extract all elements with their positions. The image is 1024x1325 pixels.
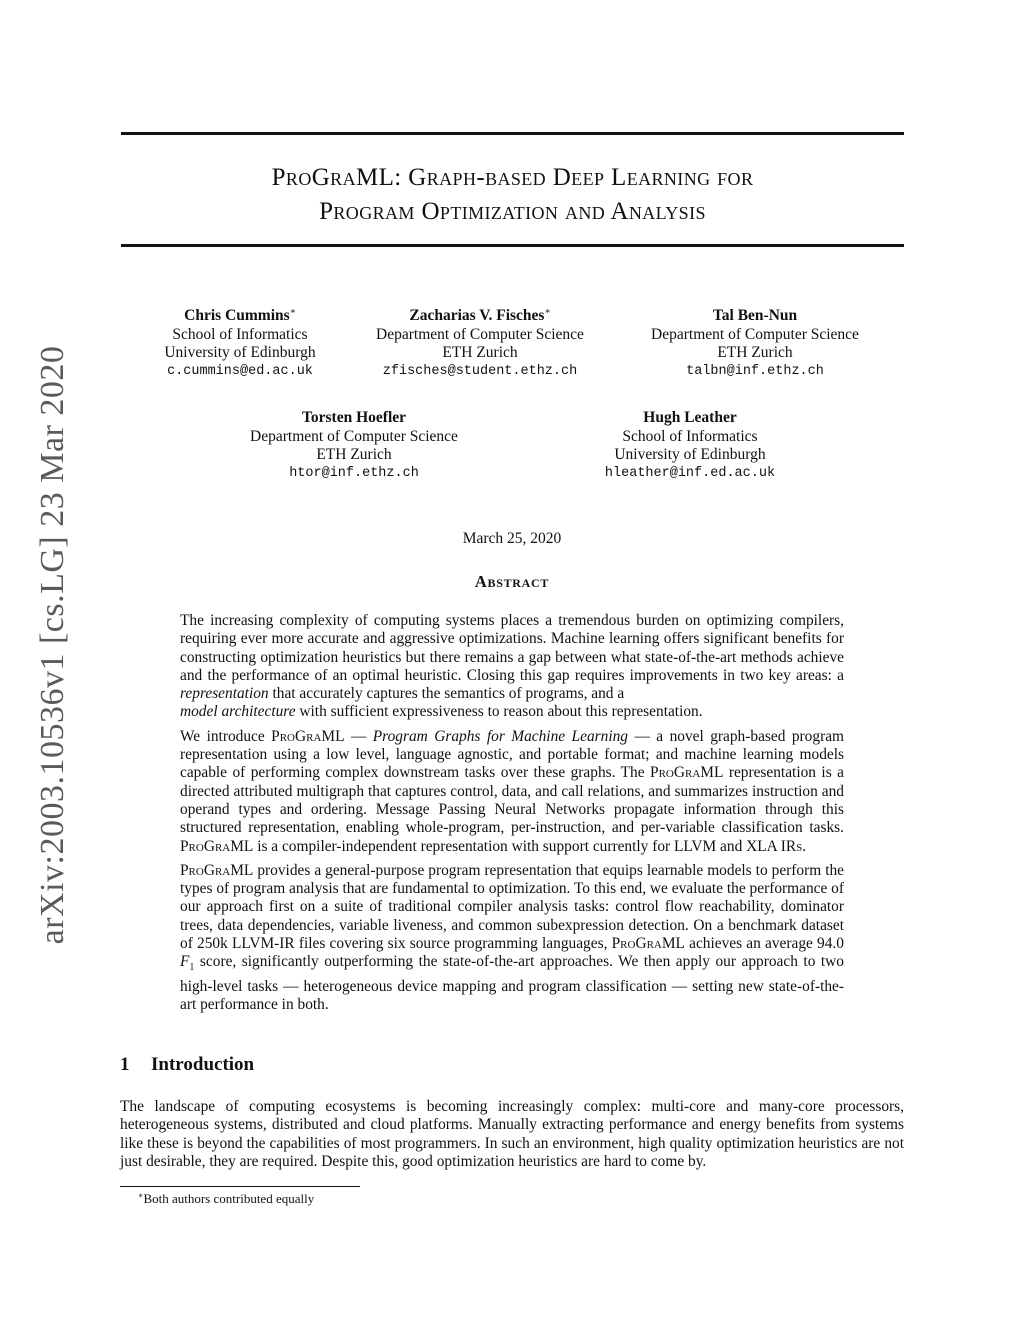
section-title: Introduction <box>151 1054 255 1075</box>
footnote <box>138 1191 314 1207</box>
author-institution: ETH Zurich <box>316 446 392 463</box>
abstract-heading: Abstract <box>474 572 550 591</box>
author-name: Hugh Leather <box>643 409 737 426</box>
footnote-text: Both authors contributed equally <box>143 1191 315 1206</box>
author-affiliation: School of Informatics <box>172 325 308 343</box>
author-block <box>229 409 479 483</box>
author-institution: University of Edinburgh <box>164 344 316 361</box>
author-block <box>140 307 340 381</box>
author-affiliation: Department of Computer Science <box>250 427 458 445</box>
introduction-paragraph: The landscape of computing ecosystems is becoming increasingly complex: multi-core and many-core processors, heterogeneous systems, distributed and cloud platforms. Manually extracting performance and energy benefits from systems like these is beyond the capabilities of most programmers. In such an environment, high quality optimization heuristics are not just desirable, they are required. Despite this, good optimization heuristics are hard to come by. <box>120 1098 904 1170</box>
author-affiliation: Department of Computer Science <box>651 325 859 343</box>
author-affiliation: Department of Computer Science <box>376 325 584 343</box>
author-institution: ETH Zurich <box>442 344 518 361</box>
title-rule-bottom <box>121 244 904 247</box>
emphasis-representation: representation <box>180 685 269 703</box>
author-name: Zacharias V. Fisches <box>409 307 545 324</box>
author-block <box>565 409 815 483</box>
author-name: Torsten Hoefler <box>301 409 407 426</box>
method-name: ProGraML <box>180 837 254 855</box>
author-name: Tal Ben-Nun <box>712 307 798 324</box>
emphasis-model-architecture: model architecture <box>180 703 296 721</box>
arxiv-identifier: arXiv:2003.10536v1 [cs.LG] 23 Mar 2020 <box>34 345 71 945</box>
abstract-paragraph: The increasing complexity of computing systems places a tremendous burden on optimizing compilers, requiring ever more accurate and aggressive optimizations. Machine learning offers significant benefits for constructing optimization heuristics but there remains a gap between what state-of-the-art methods achieve and the performance of an optimal heuristic. Closing this gap requires improvements in two key areas: a representation that accurately captures the semantics of programs, and a model architecture with sufficient expressiveness to reason about this representation. <box>180 612 844 721</box>
paper-title-line-1: ProGraML: Graph-based Deep Learning for <box>271 164 754 191</box>
footnote-mark: ∗ <box>138 1191 144 1200</box>
author-affiliation: School of Informatics <box>622 427 758 445</box>
emphasis-expansion: Program Graphs for Machine Learning <box>372 727 628 745</box>
paper-date: March 25, 2020 <box>462 530 562 547</box>
author-institution: ETH Zurich <box>717 344 793 361</box>
method-name: ProGraML <box>611 935 685 953</box>
author-block <box>630 307 880 381</box>
paper-title-line-2: Program Optimization and Analysis <box>319 198 706 225</box>
method-name: ProGraML <box>271 727 345 745</box>
title-rule-top <box>121 132 904 135</box>
footnote-rule <box>120 1186 360 1187</box>
author-name: Chris Cummins <box>184 307 290 324</box>
author-institution: University of Edinburgh <box>614 446 766 463</box>
author-email[interactable]: zfisches@student.ethz.ch <box>382 363 578 379</box>
section-number: 1 <box>120 1054 130 1075</box>
author-email[interactable]: hleather@inf.ed.ac.uk <box>604 465 776 481</box>
author-block <box>355 307 605 381</box>
author-mark: ∗ <box>544 306 551 316</box>
author-email[interactable]: talbn@inf.ethz.ch <box>686 363 824 379</box>
method-name: ProGraML <box>650 764 724 782</box>
author-mark: ∗ <box>289 306 296 316</box>
section-heading-introduction <box>120 1054 254 1076</box>
abstract-paragraph: ProGraML provides a general-purpose program representation that equips learnable models to perform the types of program analysis that are fundamental to optimization. To this end, we evaluate the performance of our approach first on a suite of traditional compiler analysis tasks: control flow reachability, dominator trees, data dependencies, variable liveness, and common subexpression detection. On a benchmark dataset of 250k LLVM-IR files covering six source programming languages, ProGraML achieves an average 94.0 $F_1$ score, significantly outperforming the state-of-the-art approaches. We then apply our approach to two high-level tasks — heterogeneous device mapping and program classification — setting new state-of-the-art performance in both. <box>180 861 844 1014</box>
abstract-body <box>180 612 844 1020</box>
f1-symbol: F <box>180 953 190 971</box>
abstract-paragraph: We introduce ProGraML — Program Graphs for Machine Learning — a novel graph-based program representation using a low level, language agnostic, and portable format; and machine learning models capable of performing complex downstream tasks over these graphs. The ProGraML representation is a directed attributed multigraph that captures control, data, and call relations, and summarizes instruction and operand types and ordering. Message Passing Neural Networks propagate information through this structured representation, enabling whole-program, per-instruction, and per-variable classification tasks. ProGraML is a compiler-independent representation with support currently for LLVM and XLA IRs. <box>180 727 844 855</box>
method-name: ProGraML <box>180 861 254 879</box>
author-email[interactable]: htor@inf.ethz.ch <box>289 465 419 481</box>
author-email[interactable]: c.cummins@ed.ac.uk <box>167 363 313 379</box>
